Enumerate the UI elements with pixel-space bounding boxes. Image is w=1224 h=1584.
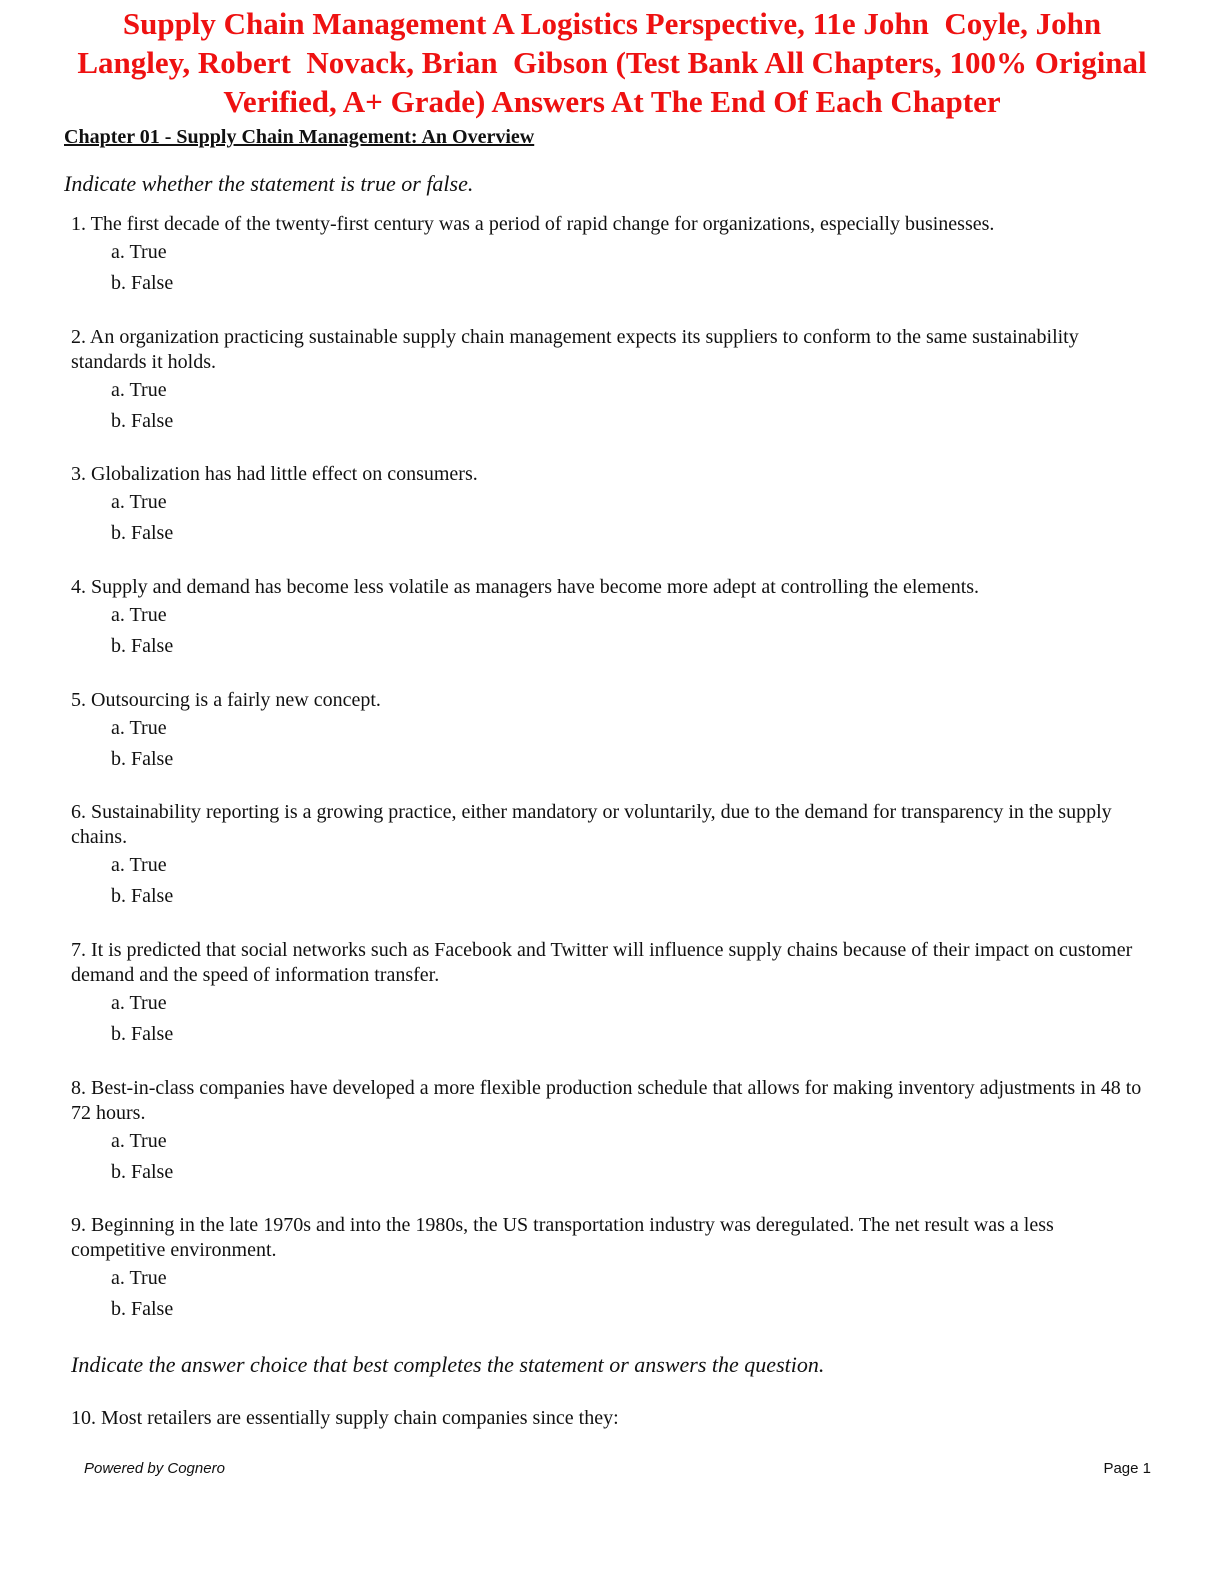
option-true: a. True (111, 491, 167, 513)
question-stem: 7. It is predicted that social networks such as Facebook and Twitter will influence supply chains because of their impact on customer demand and the speed of information transfer. (71, 939, 1133, 986)
footer-powered-by: Powered by Cognero (84, 1460, 225, 1477)
question-stem: 6. Sustainability reporting is a growing practice, either mandatory or voluntarily, due to the demand for transparency in the supply chains. (71, 801, 1112, 848)
question-item (71, 1076, 1151, 1188)
option-true: a. True (111, 241, 167, 263)
option-true: a. True (111, 1130, 167, 1152)
option-false: b. False (111, 1298, 174, 1320)
option-false: b. False (111, 635, 174, 657)
question-stem: 3. Globalization has had little effect on consumers. (71, 463, 478, 485)
banner-line-3: Verified, A+ Grade) Answers At The End Of Each Chapter (223, 84, 1001, 119)
question-stem: 9. Beginning in the late 1970s and into the 1980s, the US transportation industry was deregulated. The net result was a less competitive environment. (71, 1214, 1054, 1261)
question-stem: 8. Best-in-class companies have developed a more flexible production schedule that allows for making inventory adjustments in 48 to 72 hours. (71, 1077, 1142, 1124)
question-item (71, 462, 1151, 549)
footer-page-number: Page 1 (1103, 1460, 1151, 1477)
option-false: b. False (111, 1161, 174, 1183)
section-instruction-multiple-choice: Indicate the answer choice that best completes the statement or answers the question. (71, 1352, 825, 1377)
banner-line-2: Langley, Robert Novack, Brian Gibson (Test Bank All Chapters, 100% Original (77, 45, 1147, 80)
question-item (71, 1213, 1151, 1325)
question-stem: 2. An organization practicing sustainable supply chain management expects its suppliers to conform to the same sustainability standards it holds. (71, 326, 1079, 373)
chapter-title: Chapter 01 - Supply Chain Management: An Overview (64, 126, 535, 148)
option-true: a. True (111, 717, 167, 739)
option-false: b. False (111, 410, 174, 432)
banner-line-1: Supply Chain Management A Logistics Perspective, 11e John Coyle, John (122, 6, 1102, 41)
option-true: a. True (111, 1267, 167, 1289)
option-true: a. True (111, 854, 167, 876)
question-item (71, 938, 1151, 1050)
question-stem: 4. Supply and demand has become less volatile as managers have become more adept at controlling the elements. (71, 576, 980, 598)
option-true: a. True (111, 604, 167, 626)
document-banner-title (0, 4, 1224, 121)
question-item (71, 688, 1151, 775)
question-item (71, 212, 1151, 299)
question-item (71, 325, 1151, 437)
question-stem: 5. Outsourcing is a fairly new concept. (71, 689, 381, 711)
question-item (71, 575, 1151, 662)
option-false: b. False (111, 1023, 174, 1045)
section-instruction-true-false: Indicate whether the statement is true or false. (64, 171, 474, 196)
question-stem: 1. The first decade of the twenty-first century was a period of rapid change for organizations, especially businesses. (71, 213, 995, 235)
option-true: a. True (111, 379, 167, 401)
question-stem: 10. Most retailers are essentially supply chain companies since they: (71, 1407, 619, 1429)
option-false: b. False (111, 272, 174, 294)
option-false: b. False (111, 522, 174, 544)
option-false: b. False (111, 748, 174, 770)
option-false: b. False (111, 885, 174, 907)
question-item (71, 1406, 1151, 1431)
question-item (71, 800, 1151, 912)
option-true: a. True (111, 992, 167, 1014)
